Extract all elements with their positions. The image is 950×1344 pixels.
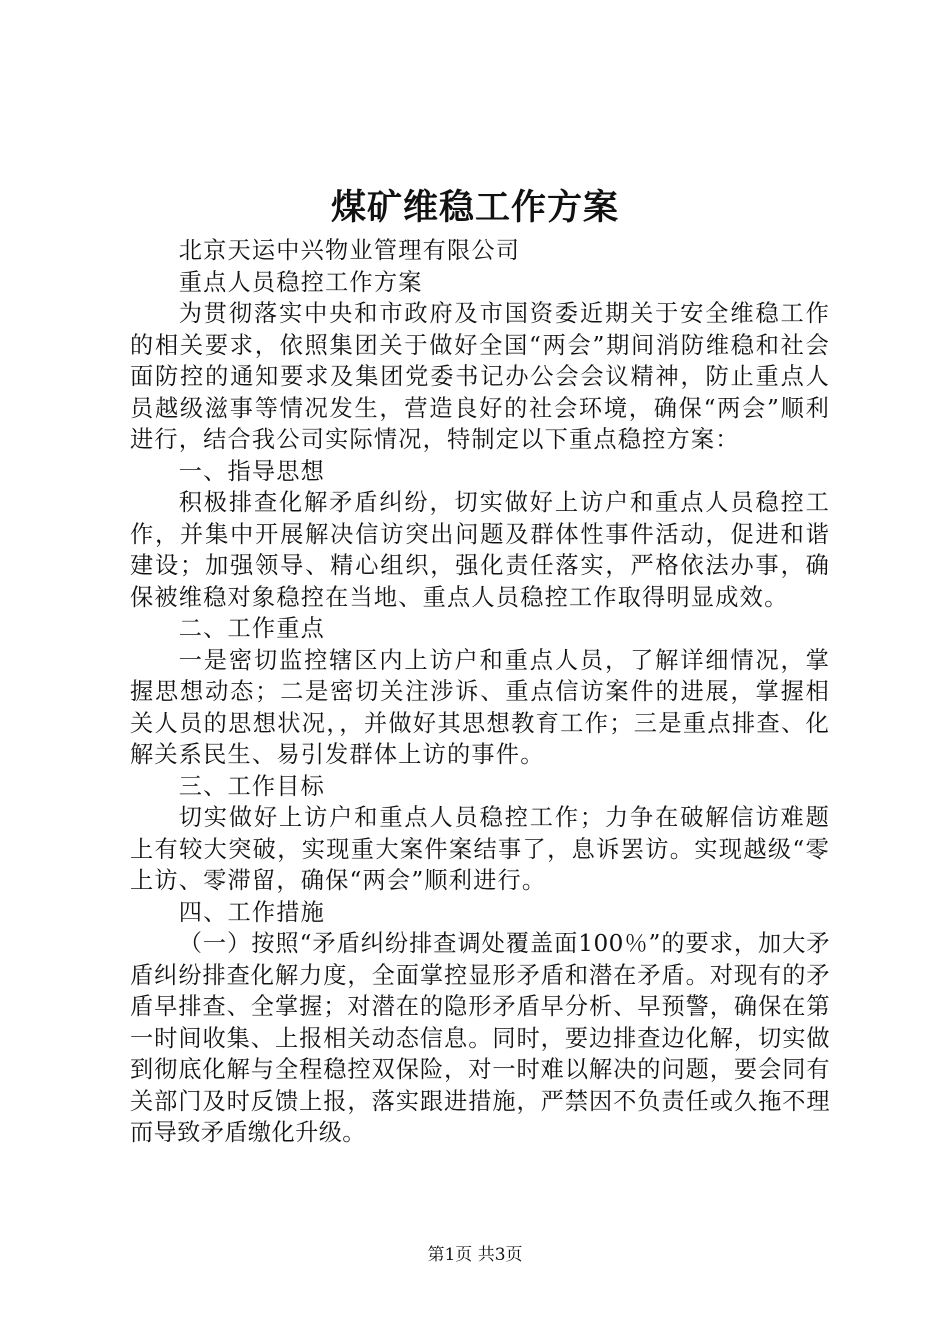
section-heading-work-goal: 三、工作目标 (178, 772, 326, 800)
document-title: 煤矿维稳工作方案 (330, 187, 619, 228)
plan-subtitle-line: 重点人员稳控工作方案 (178, 268, 423, 296)
section-heading-work-focus: 二、工作重点 (178, 615, 326, 642)
company-name-line: 北京天运中兴物业管理有限公司 (178, 237, 521, 264)
page-footer: 第1页 共3页 (427, 1245, 523, 1265)
guiding-idea-paragraph: 积极排查化解矛盾纠纷，切实做好上访户和重点人员稳控工作，并集中开展解决信访突出问题及群体性事件活动，促进和谐建设；加强领导、精心组织，强化责任落实，严格依法办事，确保被维稳对象稳控在当地、重点人员稳控工作取得明显成效。 (130, 489, 830, 611)
section-heading-guiding-idea: 一、指导思想 (178, 457, 326, 485)
intro-paragraph: 为贯彻落实中央和市政府及市国资委近期关于安全维稳工作的相关要求，依照集团关于做好全国“两会”期间消防维稳和社会面防控的通知要求及集团党委书记办公会会议精神，防止重点人员越级滋事等情况发生，营造良好的社会环境，确保“两会”顺利进行，结合我公司实际情况，特制定以下重点稳控方案： (130, 300, 830, 453)
work-focus-paragraph: 一是密切监控辖区内上访户和重点人员，了解详细情况，掌握思想动态；二是密切关注涉诉、重点信访案件的进展，掌握相关人员的思想状况，，并做好其思想教育工作；三是重点排查、化解关系民生、易引发群体上访的事件。 (130, 646, 830, 768)
section-heading-work-measures: 四、工作措施 (178, 898, 326, 926)
document-body (130, 235, 830, 1149)
work-measures-paragraph: （一）按照“矛盾纠纷排查调处覆盖面100％”的要求，加大矛盾纠纷排查化解力度，全面掌控显形矛盾和潜在矛盾。对现有的矛盾早排查、全掌握；对潜在的隐形矛盾早分析、早预警，确保在第一时间收集、上报相关动态信息。同时，要边排查边化解，切实做到彻底化解与全程稳控双保险，对一时难以解决的问题，要会同有关部门及时反馈上报，落实跟进措施，严禁因不负责任或久拖不理而导致矛盾缴化升级。 (130, 930, 830, 1146)
work-goal-paragraph: 切实做好上访户和重点人员稳控工作；力争在破解信访难题上有较大突破，实现重大案件案结事了，息诉罢访。实现越级“零上访、零滞留，确保“两会”顺利进行。 (130, 804, 830, 894)
